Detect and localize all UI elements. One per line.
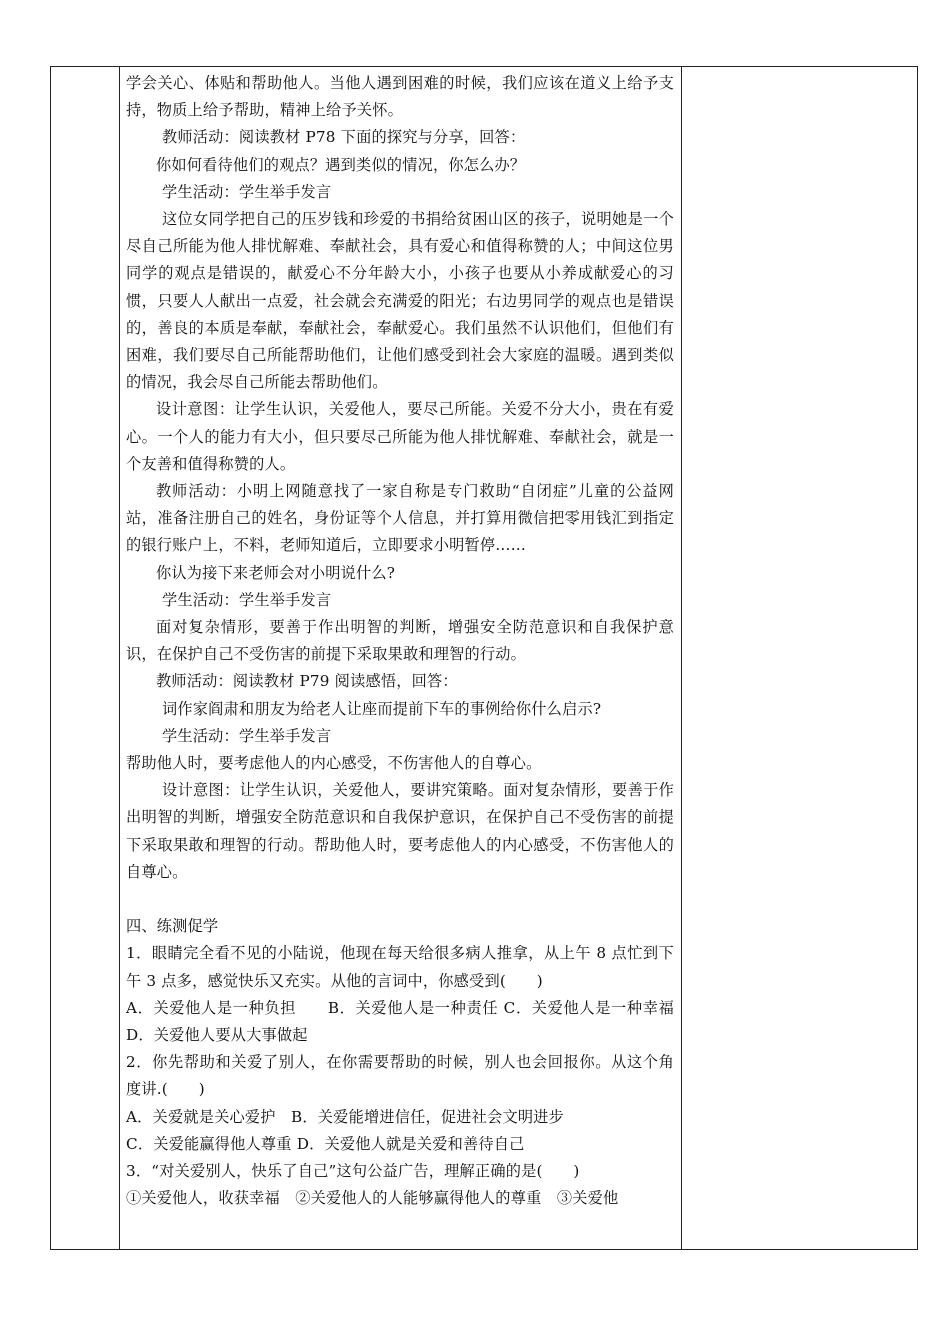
exercise-question-2: 2．你先帮助和关爱了别人，在你需要帮助的时候，别人也会回报你。从这个角度讲.( ) bbox=[126, 1053, 674, 1099]
paragraph-question-1: 你如何看待他们的观点？遇到类似的情况，你怎么办？ bbox=[156, 155, 526, 174]
section-title: 四、练测促学 bbox=[126, 917, 219, 936]
table-column-divider-left bbox=[119, 67, 120, 1249]
paragraph-answer-3: 帮助他人时，要考虑他人的内心感受，不伤害他人的自尊心。 bbox=[126, 754, 542, 773]
lesson-content-cell bbox=[126, 70, 705, 1212]
exercise-options-3: ①关爱他人，收获幸福 ②关爱他人的人能够赢得他人的尊重 ③关爱他 bbox=[126, 1189, 619, 1208]
paragraph-answer-2: 面对复杂情形，要善于作出明智的判断，增强安全防范意识和自我保护意识，在保护自己不受伤害的前提下采取果敢和理智的行动。 bbox=[126, 618, 674, 664]
spacer bbox=[126, 886, 674, 913]
exercise-options-1: A．关爱他人是一种负担 B．关爱他人是一种责任 C．关爱他人是一种幸福 D．关爱他人要从大事做起 bbox=[126, 998, 705, 1044]
exercise-options-2b: C．关爱能赢得他人尊重 D．关爱他人就是关爱和善待自己 bbox=[126, 1134, 525, 1153]
paragraph-question-3: 词作家阎肃和朋友为给老人让座而提前下车的事例给你什么启示? bbox=[162, 699, 602, 718]
exercise-question-1: 1．眼睛完全看不见的小陆说，他现在每天给很多病人推拿，从上午 8 点忙到下午 3 点多，感觉快乐又充实。从他的言词中，你感受到( ) bbox=[126, 944, 674, 990]
table-column-divider-right bbox=[681, 67, 682, 1249]
paragraph-design-intent-2: 设计意图：让学生认识，关爱他人，要讲究策略。面对复杂情形，要善于作出明智的判断，增强安全防范意识和自我保护意识，在保护自己不受伤害的前提下采取果敢和理智的行动。帮助他人时，要考虑他人的内心感受，不伤害他人的自尊心。 bbox=[126, 781, 674, 881]
paragraph-design-intent-1: 设计意图：让学生认识，关爱他人，要尽己所能。关爱不分大小，贵在有爱心。一个人的能力有大小，但只要尽己所能为他人排忧解难、奉献社会，就是一个友善和值得称赞的人。 bbox=[126, 400, 674, 473]
paragraph-answer-1: 这位女同学把自己的压岁钱和珍爱的书捐给贫困山区的孩子，说明她是一个尽自己所能为他人排忧解难、奉献社会，具有爱心和值得称赞的人；中间这位男同学的观点是错误的，献爱心不分年龄大小，小孩子也要从小养成献爱心的习惯，只要人人献出一点爱，社会就会充满爱的阳光；右边男同学的观点也是错误的，善良的本质是奉献，奉献社会，奉献爱心。我们虽然不认识他们，但他们有困难，我们要尽自己所能帮助他们，让他们感受到社会大家庭的温暖。遇到类似的情况，我会尽自己所能去帮助他们。 bbox=[126, 210, 674, 392]
paragraph-teacher-activity-3: 教师活动：阅读教材 P79 阅读感悟，回答： bbox=[156, 672, 458, 691]
paragraph-question-2: 你认为接下来老师会对小明说什么? bbox=[156, 563, 396, 582]
exercise-options-2a: A．关爱就是关心爱护 B．关爱能增进信任，促进社会文明进步 bbox=[126, 1107, 564, 1126]
paragraph-teacher-activity-1: 教师活动：阅读教材 P78 下面的探究与分享，回答： bbox=[162, 128, 526, 147]
paragraph-intro: 学会关心、体贴和帮助他人。当他人遇到困难的时候，我们应该在道义上给予支持，物质上给予帮助，精神上给予关怀。 bbox=[126, 74, 674, 120]
paragraph-student-activity-2: 学生活动：学生举手发言 bbox=[162, 590, 332, 609]
paragraph-student-activity-1: 学生活动：学生举手发言 bbox=[162, 182, 332, 201]
exercise-question-3: 3．“对关爱别人，快乐了自己”这句公益广告，理解正确的是( ) bbox=[126, 1161, 580, 1180]
paragraph-teacher-activity-2: 教师活动：小明上网随意找了一家自称是专门救助“自闭症”儿童的公益网站，准备注册自己的姓名，身份证等个人信息，并打算用微信把零用钱汇到指定的银行账户上，不料，老师知道后，立即要求小明暂停…… bbox=[126, 482, 674, 555]
paragraph-student-activity-3: 学生活动：学生举手发言 bbox=[162, 726, 332, 745]
